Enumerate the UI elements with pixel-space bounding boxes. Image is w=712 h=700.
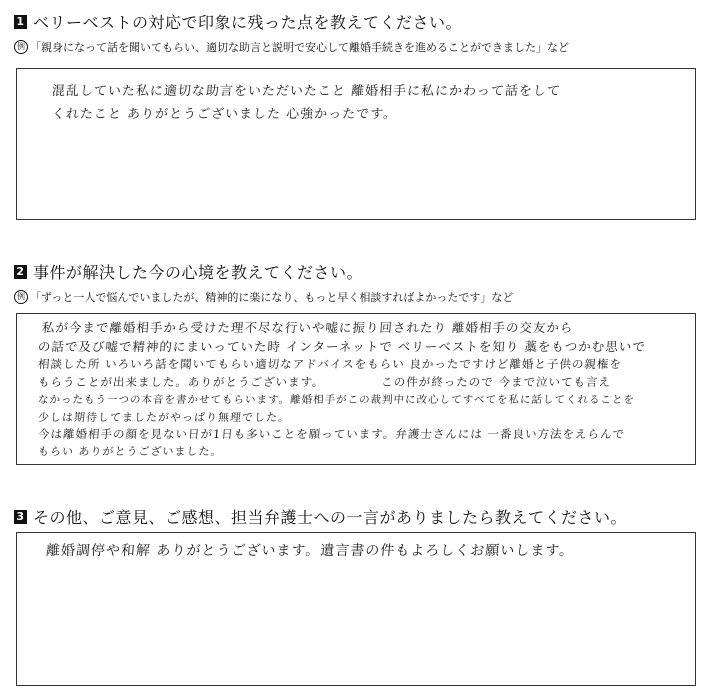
handwritten-line: 混乱していた私に適切な助言をいただいたこと 離婚相手に私にかわって話をして (51, 84, 562, 99)
question-number: 1 (14, 15, 27, 29)
question-2 (14, 260, 363, 283)
question-number: 3 (14, 510, 27, 524)
question-text: 事件が解決した今の心境を教えてください。 (33, 263, 364, 282)
handwritten-line: 離婚調停や和解 ありがとうございます。遺言書の件もよろしくお願いします。 (45, 543, 575, 559)
handwritten-line: もらうことが出来ました。ありがとうございます。 この件が終ったので 今まで泣いても言え (37, 375, 612, 389)
question-text: その他、ご意見、ご感想、担当弁護士への一言がありましたら教えてください。 (33, 508, 628, 527)
example-text: 「親身になって話を聞いてもらい、適切な助言と説明で安心して離婚手続きを進めることができました」など (30, 41, 569, 54)
handwritten-line: もらい ありがとうございました。 (37, 445, 223, 458)
example-text: 「ずっと一人で悩んでいましたが、精神的に楽になり、もっと早く相談すればよかったです」など (30, 291, 514, 304)
example-1 (14, 39, 569, 55)
question-text: ベリーベストの対応で印象に残った点を教えてください。 (33, 13, 463, 32)
example-2 (14, 289, 513, 305)
question-number: 2 (14, 265, 27, 279)
handwritten-line: くれたこと ありがとうございました 心強かったです。 (51, 107, 398, 122)
handwritten-line: なかったもう一つの本音を書かせてもらいます。離婚相手がこの裁判中に改心してすべてを私に話してくれることを (37, 394, 636, 406)
question-3 (14, 505, 627, 528)
example-mark: 例 (14, 290, 28, 304)
example-mark: 例 (14, 40, 28, 54)
handwritten-line: 今は離婚相手の顔を見ない日が1日も多いことを願っています。弁護士さんには 一番良い方法をえらんで (37, 427, 626, 441)
handwritten-line: 少しは期待してましたがやっぱり無理でした。 (37, 411, 291, 424)
handwritten-line: の話で及び嘘で精神的にまいっていた時 インターネットで ベリーベストを知り 藁をもつかむ思いで (37, 339, 647, 354)
handwritten-line: 相談した所 いろいろ話を聞いてもらい適切なアドバイスをもらい 良かったですけど離婚と子供の親権を (37, 357, 623, 371)
handwritten-line: 私が今まで離婚相手から受けた理不尽な行いや嘘に振り回されたり 離婚相手の交友から (41, 320, 574, 335)
question-1 (14, 10, 462, 33)
